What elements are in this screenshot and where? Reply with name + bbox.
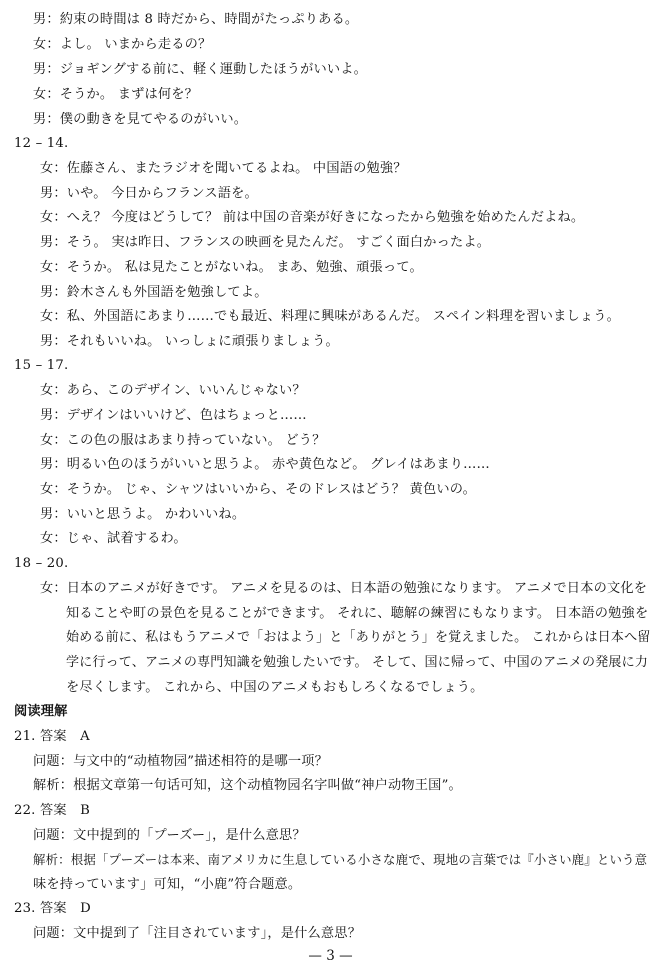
dialogue-line: 女：この色の服はあまり持っていない。 どう？	[40, 433, 326, 448]
monologue-line: 学に行って、アニメの専門知識を勉強したいです。 そして、国に帰って、中国のアニメの発展に力	[66, 655, 649, 670]
question-line: 问题：与文中的“动植物园”描述相符的是哪一项？	[33, 754, 329, 769]
dialogue-line: 女：あら、このデザイン、いいんじゃない？	[40, 383, 306, 398]
dialogue-line: 女：よし。 いまから走るの？	[33, 37, 212, 52]
dialogue-line: 女：そうか。 まずは何を？	[33, 87, 199, 102]
dialogue-line: 男：約束の時間は 8 時だから、時間がたっぷりある。	[33, 12, 359, 27]
dialogue-line: 女：へえ？ 今度はどうして？ 前は中国の音楽が好きになったから勉強を始めたんだよね。	[40, 210, 585, 225]
answer-line: 21. 答案 A	[14, 729, 90, 744]
dialogue-line: 男：ジョギングする前に、軽く運動したほうがいいよ。	[33, 62, 368, 77]
analysis-line: 解析：根据「プーズーは本来、南アメリカに生息している小さな鹿で、現地の言葉では『小さい鹿』という意	[33, 852, 648, 867]
dialogue-line: 男：明るい色のほうがいいと思うよ。 赤や黄色など。 グレイはあまり……	[40, 457, 490, 472]
dialogue-line: 女：そうか。 私は見たことがないね。 まあ、勉強、頑張って。	[40, 260, 423, 275]
answer-line: 22. 答案 B	[14, 803, 91, 818]
section-number: 12 – 14.	[14, 136, 69, 151]
monologue-line: 始める前に、私はもうアニメで「おはよう」と「ありがとう」を覚えました。 これからは日本へ留	[66, 630, 651, 645]
dialogue-line: 男：鈴木さんも外国語を勉強してよ。	[40, 285, 268, 300]
analysis-line: 解析：根据文章第一句话可知，这个动植物园名字叫做“神户动物王国”。	[33, 778, 462, 793]
dialogue-line: 男：そう。 実は昨日、フランスの映画を見たんだ。 すごく面白かったよ。	[40, 235, 491, 250]
question-line: 问题：文中提到了「注目されています」，是什么意思？	[33, 926, 362, 941]
dialogue-line: 女：佐藤さん、またラジオを聞いてるよね。 中国語の勉強？	[40, 161, 407, 176]
dialogue-line: 女：じゃ、試着するわ。	[40, 531, 187, 546]
dialogue-line: 男：僕の動きを見てやるのがいい。	[33, 112, 248, 127]
monologue-line: 知ることや町の景色を見ることができます。 それに、聴解の練習にもなります。 日本語の勉強を	[66, 606, 649, 621]
dialogue-line: 男：いいと思うよ。 かわいいね。	[40, 507, 246, 522]
question-line: 问题：文中提到的「プーズー」，是什么意思？	[33, 828, 306, 843]
section-heading: 阅读理解	[14, 704, 68, 719]
page-number: — 3 —	[308, 948, 353, 964]
monologue-line: を尽くします。 これから、中国のアニメもおもしろくなるでしょう。	[66, 680, 484, 695]
monologue-line: 女：日本のアニメが好きです。 アニメを見るのは、日本語の勉強になります。 アニメで日本の文化を	[40, 581, 648, 596]
dialogue-line: 男：デザインはいいけど、色はちょっと……	[40, 408, 307, 423]
dialogue-line: 男：それもいいね。 いっしょに頑張りましょう。	[40, 334, 339, 349]
dialogue-line: 女：そうか。 じゃ、シャツはいいから、そのドレスはどう？ 黄色いの。	[40, 482, 476, 497]
section-number: 18 – 20.	[14, 556, 69, 571]
section-number: 15 – 17.	[14, 358, 69, 373]
analysis-line: 味を持っています」可知，“小鹿”符合题意。	[33, 877, 302, 892]
dialogue-line: 女：私、外国語にあまり……でも最近、料理に興味があるんだ。 スペイン料理を習いましょう。	[40, 309, 621, 324]
dialogue-line: 男：いや。 今日からフランス語を。	[40, 186, 258, 201]
answer-line: 23. 答案 D	[14, 901, 91, 916]
